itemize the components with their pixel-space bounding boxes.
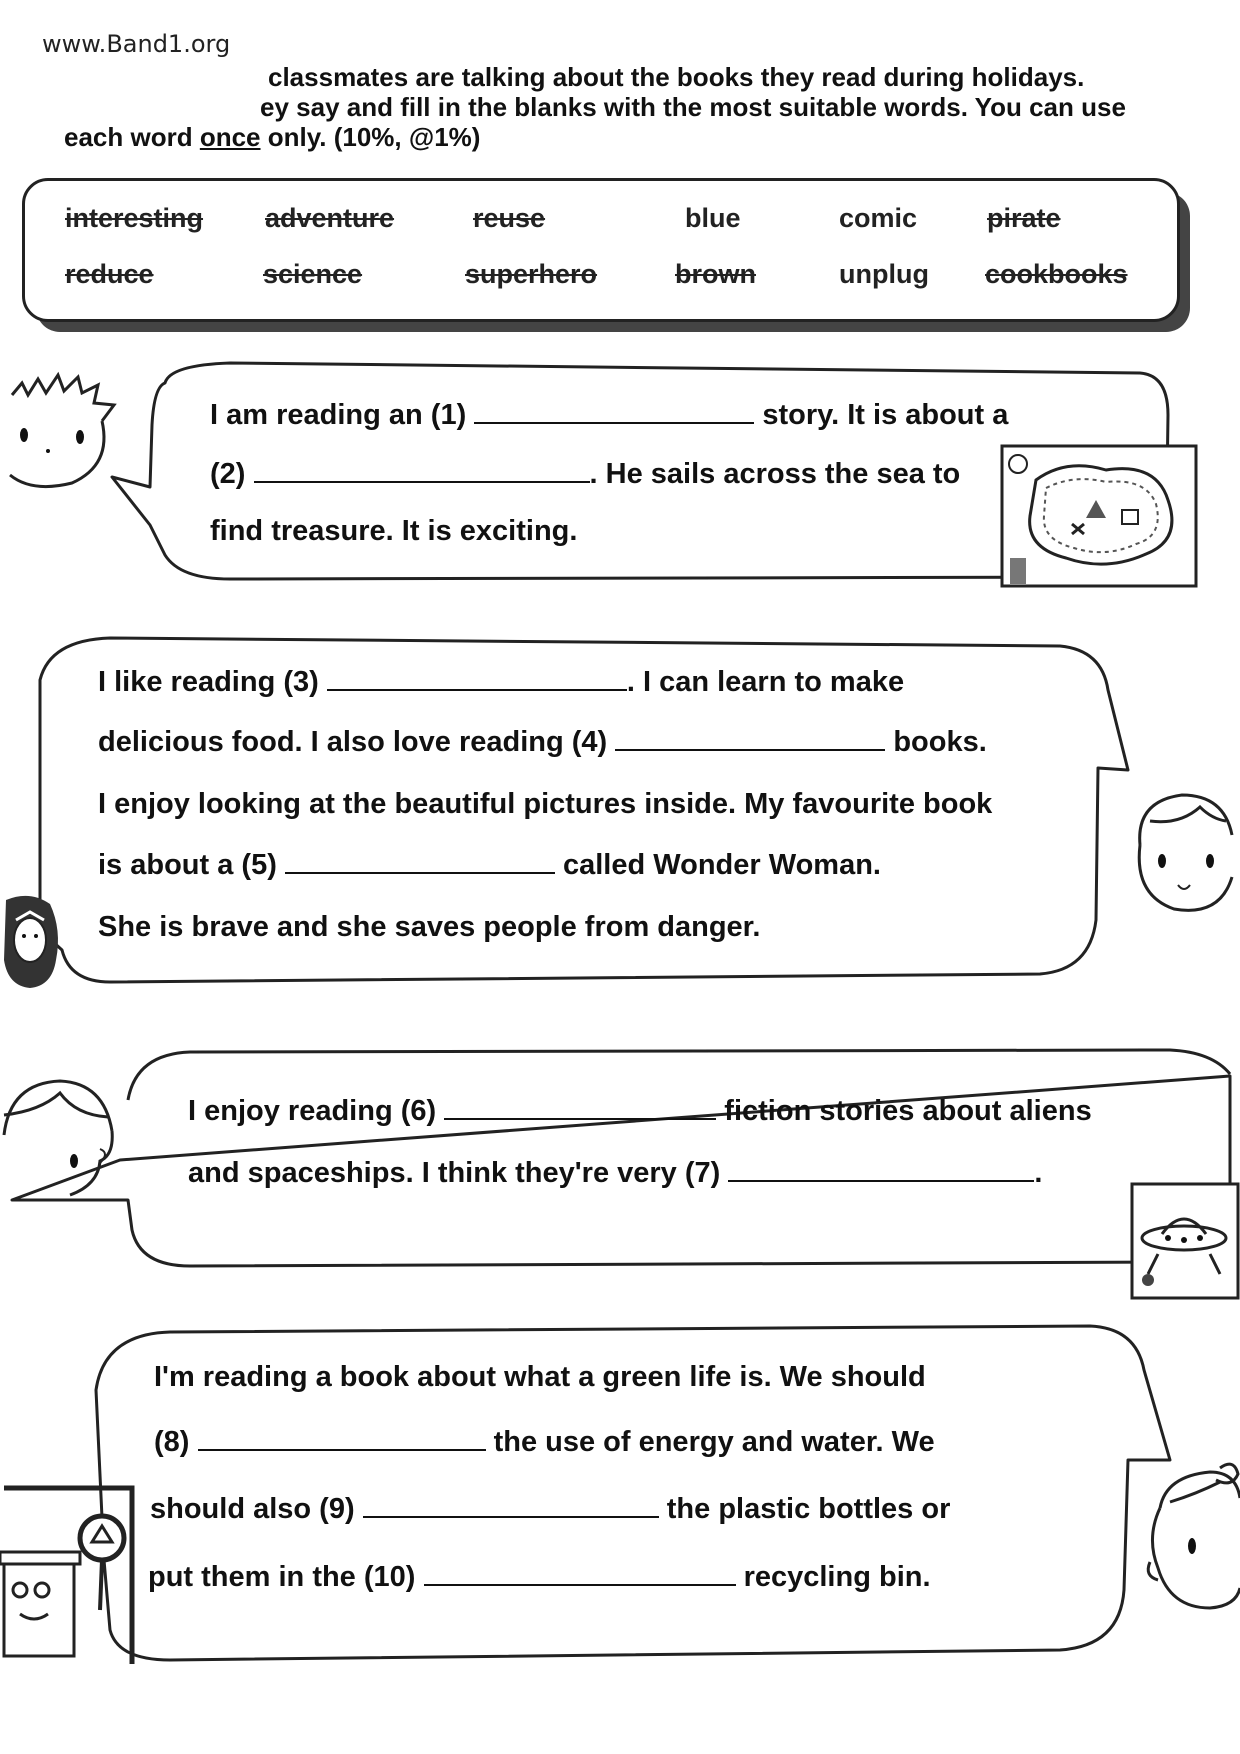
word-bank-item: interesting — [65, 203, 204, 233]
instruction-line-3: each word once only. (10%, @1%) — [64, 122, 481, 152]
bubble-1-line-3: find treasure. It is exciting. — [210, 515, 578, 547]
bubble-4-line-2: (8) the use of energy and water. We — [154, 1426, 935, 1458]
answer-blank-8[interactable] — [198, 1425, 486, 1451]
watermark: www.Band1.org — [42, 30, 231, 58]
answer-blank-2[interactable] — [254, 457, 590, 483]
bubble-2-line-1: I like reading (3) . I can learn to make — [98, 666, 905, 698]
girl-face-icon — [1120, 785, 1236, 921]
word-bank-item: pirate — [987, 203, 1061, 233]
word-bank — [22, 178, 1180, 322]
answer-blank-5[interactable] — [285, 848, 555, 874]
answer-blank-3[interactable] — [327, 665, 627, 691]
word-bank-item: science — [263, 259, 363, 289]
word-bank-item: unplug — [839, 259, 929, 289]
word-bank-item: adventure — [265, 203, 395, 233]
bubble-1-line-2: (2) . He sails across the sea to — [210, 458, 961, 490]
boy-face-icon — [2, 365, 122, 495]
answer-blank-9[interactable] — [363, 1492, 659, 1518]
instruction-line-1: classmates are talking about the books they read during holidays. — [268, 62, 1085, 92]
word-bank-item: brown — [675, 259, 756, 289]
bubble-4-line-3: should also (9) the plastic bottles or — [150, 1493, 951, 1525]
word-bank-item: reuse — [473, 203, 546, 233]
word-bank-item: reduce — [65, 259, 154, 289]
bubble-2-line-5: She is brave and she saves people from danger. — [98, 911, 761, 943]
word-bank-item: cookbooks — [985, 259, 1128, 289]
bubble-2-line-2: delicious food. I also love reading (4) books. — [98, 726, 987, 758]
bubble-3-line-1: I enjoy reading (6) fiction stories about aliens — [188, 1095, 1092, 1127]
instruction-line-2: ey say and fill in the blanks with the most suitable words. You can use — [260, 92, 1126, 122]
bubble-1-line-1: I am reading an (1) story. It is about a — [210, 399, 1009, 431]
boy-face-icon — [0, 1075, 120, 1205]
recycling-bin-icon — [0, 1480, 140, 1664]
answer-blank-1[interactable] — [474, 398, 754, 424]
answer-blank-10[interactable] — [424, 1560, 736, 1586]
instructions — [64, 62, 1204, 152]
wonder-woman-icon — [0, 890, 64, 990]
bubble-2-line-3: I enjoy looking at the beautiful pictures inside. My favourite book — [98, 788, 993, 820]
bubble-2-line-4: is about a (5) called Wonder Woman. — [98, 849, 881, 881]
spaceship-icon — [1128, 1180, 1240, 1302]
bubble-3-line-2: and spaceships. I think they're very (7) . — [188, 1157, 1043, 1189]
word-bank-item: comic — [839, 203, 918, 233]
girl-face-icon — [1140, 1458, 1240, 1618]
treasure-map-icon — [996, 440, 1202, 596]
word-bank-item: superhero — [465, 259, 598, 289]
bubble-4-line-1: I'm reading a book about what a green life is. We should — [154, 1361, 926, 1393]
answer-blank-6[interactable] — [444, 1094, 716, 1120]
bubble-4-line-4: put them in the (10) recycling bin. — [148, 1561, 931, 1593]
word-bank-item: blue — [685, 203, 741, 233]
once-emphasis: once — [199, 122, 261, 152]
answer-blank-4[interactable] — [615, 725, 885, 751]
answer-blank-7[interactable] — [728, 1156, 1034, 1182]
